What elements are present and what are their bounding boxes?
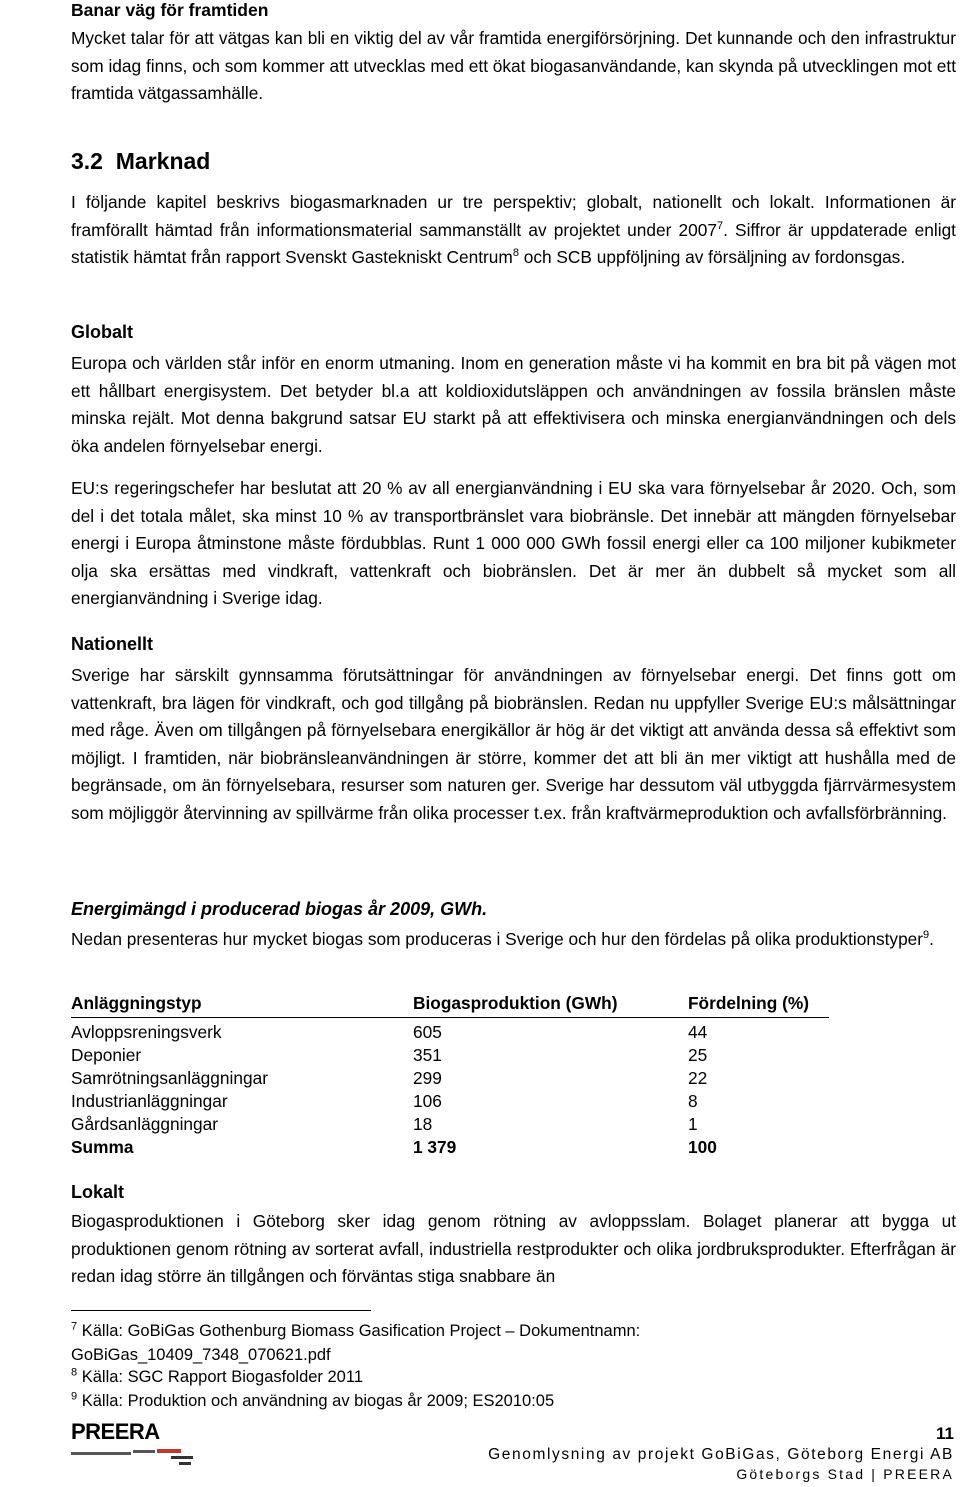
paragraph-banar: Mycket talar för att vätgas kan bli en viktig del av vår framtida energiförsörjning. Det kunnande och den infrastruktur som idag finns, och som kommer att utvecklas med ett ökat biogasanvändande, kan skynda på utvecklingen mot ett framtida vätgassamhälle. bbox=[71, 28, 956, 103]
table-cell: 25 bbox=[688, 1045, 708, 1065]
table-cell: 1 bbox=[688, 1114, 698, 1134]
section-title-banar: Banar väg för framtiden bbox=[71, 0, 269, 20]
table-cell: Gårdsanläggningar bbox=[71, 1114, 218, 1134]
paragraph-nationellt: Sverige har särskilt gynnsamma förutsättningar för användningen av förnyelsebar energi. Det finns gott om vattenkraft, bra lägen för vindkraft, och god tillgång på biobränslen. Redan nu uppfyller Sverige EU:s målsättningar med råge. Även om tillgången på förnyelsebara energikällor är hög är det viktigt att använda dessa så effektivt som möjligt. I framtiden, när biobränsleanvändningen är större, kommer det att bli än mer viktigt att hushålla med de begränsade, om än förnyelsebara, resurser som naturen ger. Sverige har dessutom väl utbyggda fjärrvärmesystem som möjliggör återvinning av spillvärme från olika processer t.ex. från kraftvärmeproduktion och avfallsförbränning. bbox=[71, 665, 956, 823]
footnote-8 bbox=[71, 1366, 363, 1388]
preera-logo bbox=[71, 1420, 196, 1472]
table-cell: 351 bbox=[413, 1045, 442, 1065]
table-header-cell: Fördelning (%) bbox=[688, 993, 809, 1013]
table-cell: 100 bbox=[688, 1137, 717, 1157]
table-cell: Deponier bbox=[71, 1045, 142, 1065]
footer-line-1: Genomlysning av projekt GoBiGas, Göteborg Energi AB bbox=[488, 1446, 954, 1463]
footnote-9 bbox=[71, 1390, 554, 1412]
intro-text-2: . Siffror är uppdaterade enligt statistik hämtat från rapport Svenskt Gastekniskt Centrum bbox=[71, 219, 956, 267]
paragraph-lokalt: Biogasproduktionen i Göteborg sker idag genom rötning av avloppsslam. Bolaget planerar att bygga ut produktionen genom rötning av sorterat avfall, industriella restprodukter och olika jordbruksprodukter. Efterfrågan är redan idag större än tillgången och förväntas stiga snabbare än bbox=[71, 1211, 956, 1286]
paragraph-globalt-1: Europa och världen står inför en enorm utmaning. Inom en generation måste vi ha kommit en bra bit på vägen mot ett hållbart energisystem. Det betyder bl.a att koldioxidutsläppen och användningen av fossila bränslen måste minska rejält. Mot denna bakgrund satsar EU starkt på att effektivisera och minska energianvändningen och dels öka andelen förnyelsebar energi. bbox=[71, 353, 956, 456]
subheading-nationellt: Nationellt bbox=[71, 634, 154, 654]
subheading-globalt: Globalt bbox=[71, 322, 133, 342]
subheading-energimangd: Energimängd i producerad biogas år 2009, GWh. bbox=[71, 899, 488, 919]
energi-text-end: . bbox=[929, 929, 934, 949]
footnote-number: 9 bbox=[71, 1390, 78, 1403]
table-cell: Samrötningsanläggningar bbox=[71, 1068, 268, 1088]
preera-logo-text: PREERA bbox=[71, 1419, 160, 1444]
paragraph-energimangd bbox=[71, 926, 956, 954]
intro-text-3: och SCB uppföljning av försäljning av fordonsgas. bbox=[518, 247, 906, 267]
table-cell: 22 bbox=[688, 1068, 708, 1088]
table-cell: 8 bbox=[688, 1091, 698, 1111]
preera-logo-graphic bbox=[71, 1444, 196, 1468]
energi-text: Nedan presenteras hur mycket biogas som produceras i Sverige och hur den fördelas på olika produktionstyper bbox=[71, 929, 924, 949]
table-cell: Industrianläggningar bbox=[71, 1091, 228, 1111]
table-cell: 605 bbox=[413, 1022, 442, 1042]
table-cell: 299 bbox=[413, 1068, 442, 1088]
footnote-number: 8 bbox=[71, 1366, 78, 1379]
table-header-row bbox=[71, 993, 829, 1018]
paragraph-intro bbox=[71, 189, 956, 272]
table-cell: 18 bbox=[413, 1114, 433, 1134]
table-cell: 44 bbox=[688, 1022, 708, 1042]
footnote-text: Källa: GoBiGas Gothenburg Biomass Gasification Project – Dokumentnamn: bbox=[81, 1322, 641, 1340]
footnote-divider bbox=[71, 1310, 371, 1311]
footnote-7 bbox=[71, 1320, 640, 1342]
table-cell: 106 bbox=[413, 1091, 442, 1111]
footnote-text: Källa: SGC Rapport Biogasfolder 2011 bbox=[81, 1368, 363, 1386]
footnote-text: Källa: Produktion och användning av biogas år 2009; ES2010:05 bbox=[81, 1392, 555, 1410]
table-cell: Avloppsreningsverk bbox=[71, 1022, 222, 1042]
intro-text-1: I följande kapitel beskrivs biogasmarknaden ur tre perspektiv; globalt, nationellt och lokalt. Informationen är framförallt hämtad från informationsmaterial sammanställt av projektet under 2007 bbox=[71, 192, 956, 240]
footnote-ref-9: 9 bbox=[923, 929, 930, 942]
section-heading-marknad: 3.2 Marknad bbox=[71, 148, 211, 174]
subheading-lokalt: Lokalt bbox=[71, 1182, 125, 1202]
table-cell: 1 379 bbox=[413, 1137, 457, 1157]
footnote-ref-7: 7 bbox=[716, 219, 724, 232]
table-header-cell: Biogasproduktion (GWh) bbox=[413, 993, 618, 1013]
footnote-7-cont: GoBiGas_10409_7348_070621.pdf bbox=[71, 1346, 331, 1364]
table-cell: Summa bbox=[71, 1137, 134, 1157]
paragraph-globalt-2: EU:s regeringschefer har beslutat att 20 % av all energianvändning i EU ska vara förnyelsebar år 2020. Och, som del i det totala målet, ska minst 10 % av transportbränslet vara biobränsle. Det innebär att mängden förnyelsebar energi i Europa åtminstone måste fördubblas. Runt 1 000 000 GWh fossil energi eller ca 100 miljoner kubikmeter olja ska ersättas med vindkraft, vattenkraft och biobränslen. Det är mer än dubbelt så mycket som all energianvändning i Sverige idag. bbox=[71, 478, 956, 608]
footnote-ref-8: 8 bbox=[512, 247, 519, 260]
footer-line-2: Göteborgs Stad | PREERA bbox=[736, 1466, 954, 1482]
page-number: 11 bbox=[936, 1424, 954, 1443]
footnote-number: 7 bbox=[71, 1320, 78, 1333]
table-header-cell: Anläggningstyp bbox=[71, 993, 202, 1013]
